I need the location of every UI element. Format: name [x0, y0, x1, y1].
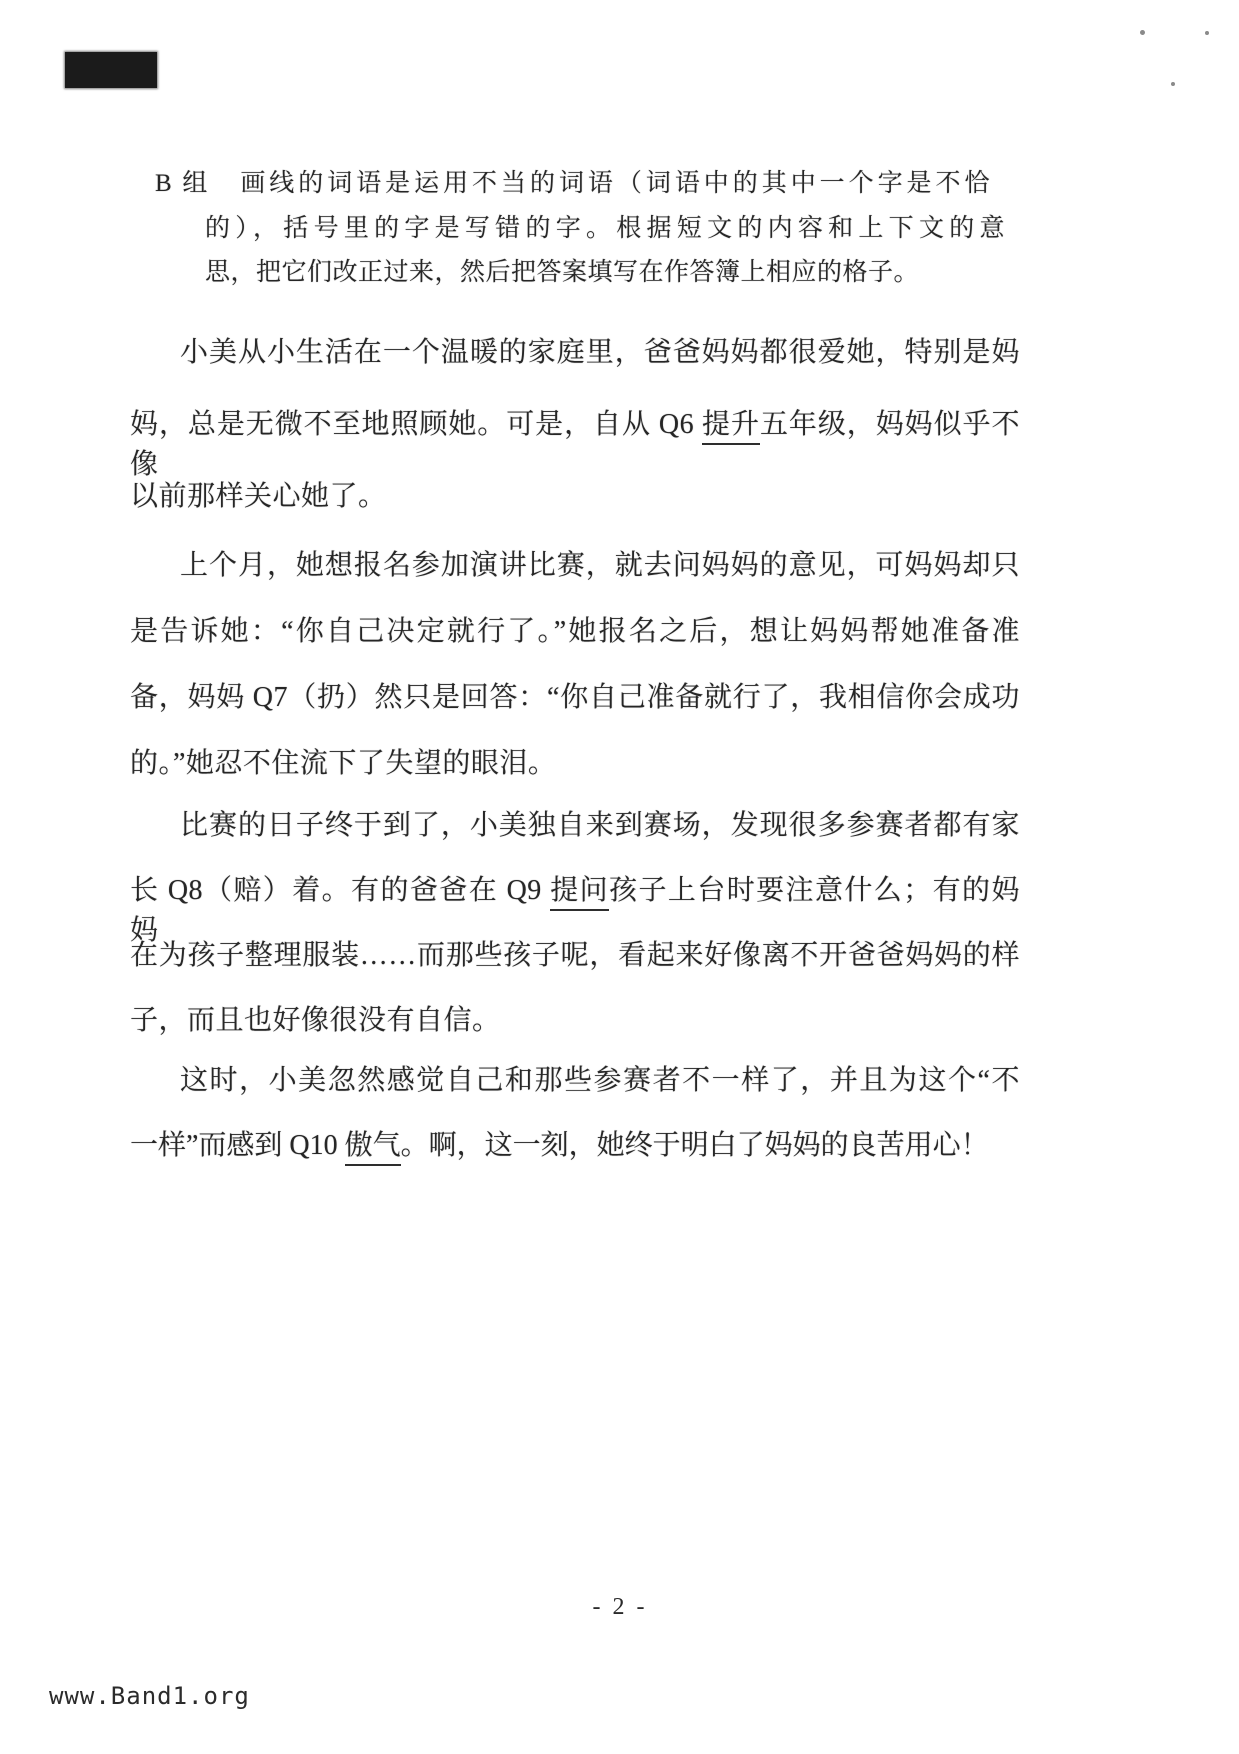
paragraph-2-line-2 — [130, 609, 1020, 649]
text-segment: 小美从小生活在一个温暖的家庭里，爸爸妈妈都很爱她，特别是妈 — [180, 337, 1020, 368]
scan-speck — [1171, 82, 1175, 86]
text-segment: 在为孩子整理服装……而那些孩子呢，看起来好像离不开爸爸妈妈的样 — [130, 940, 1020, 971]
paragraph-3-line-4 — [130, 998, 501, 1038]
paragraph-2-line-3 — [130, 675, 1020, 715]
text-segment: 以前那样关心她了。 — [130, 481, 387, 512]
text-segment: 备，妈妈 Q7（扔）然只是回答：“你自己准备就行了，我相信你会成功 — [130, 682, 1020, 713]
instruction-line-1 — [155, 163, 990, 199]
text-segment: 子，而且也好像很没有自信。 — [130, 1005, 501, 1036]
text-segment: 妈，总是无微不至地照顾她。可是，自从 Q6 — [130, 409, 703, 440]
text-segment: 五年级，妈妈似乎不像 — [130, 409, 1020, 480]
scan-speck — [1140, 30, 1145, 35]
text-segment: 长 Q8（赔）着。有的爸爸在 Q9 — [130, 875, 551, 906]
text-segment: 孩子上台时要注意什么；有的妈妈 — [130, 875, 1020, 946]
text-segment: 一样”而感到 Q10 — [130, 1130, 345, 1161]
text-segment: 上个月，她想报名参加演讲比赛，就去问妈妈的意见，可妈妈却只 — [180, 550, 1020, 581]
underlined-word-q6: 提升 — [702, 409, 760, 445]
paragraph-1-line-1 — [130, 330, 1020, 370]
paragraph-1-line-2 — [130, 402, 1020, 482]
paragraph-4-line-2 — [130, 1123, 989, 1163]
paragraph-3-line-1 — [130, 803, 1020, 843]
instruction-text: 思，把它们改正过来，然后把答案填写在作答簿上相应的格子。 — [205, 259, 920, 286]
instruction-line-3 — [205, 252, 919, 288]
text-segment: 的。”她忍不住流下了失望的眼泪。 — [130, 748, 557, 779]
scan-speck — [1205, 31, 1209, 35]
paragraph-2-line-4 — [130, 741, 556, 781]
instruction-text: 的），括号里的字是写错的字。根据短文的内容和上下文的意 — [205, 215, 1005, 242]
underlined-word-q10: 傲气 — [345, 1130, 401, 1166]
instruction-line-2 — [205, 208, 1005, 244]
paragraph-4-line-1 — [130, 1058, 1020, 1098]
paragraph-1-line-3 — [130, 474, 387, 514]
text-segment: 比赛的日子终于到了，小美独自来到赛场，发现很多参赛者都有家 — [180, 810, 1020, 841]
page-number: - 2 - — [592, 1594, 648, 1620]
text-segment: 。啊，这一刻，她终于明白了妈妈的良苦用心！ — [400, 1130, 989, 1161]
text-segment: 是告诉她：“你自己决定就行了。”她报名之后，想让妈妈帮她准备准 — [130, 616, 1020, 647]
site-watermark: www.Band1.org — [49, 1682, 250, 1710]
paragraph-3-line-3 — [130, 933, 1020, 973]
ink-stamp-artifact — [65, 52, 157, 88]
instruction-text: B 组 画线的词语是运用不当的词语（词语中的其中一个字是不恰 — [155, 170, 990, 197]
paragraph-2-line-1 — [130, 543, 1020, 583]
underlined-word-q9: 提问 — [550, 875, 609, 911]
text-segment: 这时，小美忽然感觉自己和那些参赛者不一样了，并且为这个“不 — [180, 1065, 1020, 1096]
